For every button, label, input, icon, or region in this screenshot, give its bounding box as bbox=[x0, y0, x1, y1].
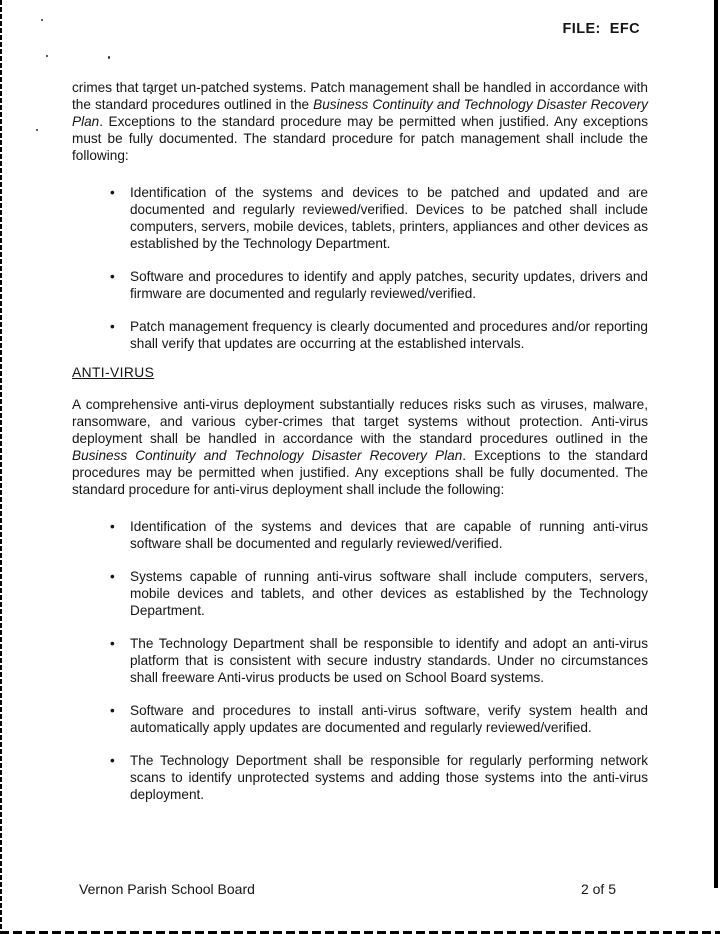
bullet-text: Software and procedures to install anti-virus software, verify system health and automatically apply updates are documented and regularly reviewed/verified. bbox=[130, 703, 648, 735]
intro-paragraph bbox=[72, 79, 648, 164]
bullet-text: Identification of the systems and devices to be patched and updated and are documented and regularly reviewed/verified. Devices to be patched shall include computers, servers, mobile devices, tablets, printers, appliances and other devices as established by the Technology Department. bbox=[130, 185, 648, 251]
bullet-item bbox=[110, 635, 648, 686]
scan-speck bbox=[108, 56, 110, 59]
patch-bullet-list bbox=[72, 184, 648, 352]
text-segment: . Exceptions to the standard procedure may be permitted when justified. Any exceptions must be fully documented. The standard procedure for patch management shall include the following: bbox=[72, 114, 648, 163]
bullet-item bbox=[110, 184, 648, 252]
bullet-item bbox=[110, 518, 648, 552]
bullet-item bbox=[110, 568, 648, 619]
scan-speck bbox=[41, 19, 43, 21]
file-label: FILE: bbox=[562, 21, 601, 37]
antivirus-heading: ANTI-VIRUS bbox=[72, 365, 155, 380]
bullet-text: Identification of the systems and devices that are capable of running anti-virus software shall be documented and regularly reviewed/verified. bbox=[130, 519, 648, 551]
bullet-text: Software and procedures to identify and apply patches, security updates, drivers and firmware are documented and regularly reviewed/verified. bbox=[130, 269, 648, 301]
bullet-text: Systems capable of running anti-virus software shall include computers, servers, mobile devices and tablets, and other devices as established by the Technology Department. bbox=[130, 569, 648, 618]
file-reference bbox=[563, 21, 640, 37]
bullet-item bbox=[110, 752, 648, 803]
bullet-item bbox=[110, 268, 648, 302]
bullet-item bbox=[110, 318, 648, 352]
bullet-text: Patch management frequency is clearly documented and procedures and/or reporting shall verify that updates are occurring at the established intervals. bbox=[130, 319, 648, 351]
italic-text-segment: Business Continuity and Technology Disaster Recovery Plan bbox=[72, 448, 463, 463]
bullet-icon: • bbox=[110, 636, 115, 651]
bullet-icon: • bbox=[110, 319, 115, 334]
footer-page-number: 2 of 5 bbox=[580, 881, 616, 897]
bullet-icon: • bbox=[110, 185, 115, 200]
italic-text-segment: Business Continuity and Technology Disaster Recovery Plan bbox=[72, 97, 648, 129]
scan-speck bbox=[36, 129, 38, 131]
bullet-icon: • bbox=[110, 269, 115, 284]
antivirus-bullet-list bbox=[72, 518, 648, 803]
bullet-icon: • bbox=[110, 569, 115, 584]
footer-organization: Vernon Parish School Board bbox=[79, 881, 255, 897]
document-content bbox=[72, 79, 648, 803]
bullet-text: The Technology Deportment shall be responsible for regularly performing network scans to identify unprotected systems and adding those systems into the anti-virus deployment. bbox=[130, 753, 648, 802]
scan-edge-left bbox=[0, 0, 2, 934]
bullet-item bbox=[110, 702, 648, 736]
scan-speck bbox=[46, 55, 48, 57]
antivirus-paragraph bbox=[72, 396, 648, 498]
file-value: EFC bbox=[609, 21, 640, 37]
bullet-icon: • bbox=[110, 703, 115, 718]
bullet-icon: • bbox=[110, 519, 115, 534]
scan-edge-right bbox=[714, 0, 718, 888]
bullet-icon: • bbox=[110, 753, 115, 768]
text-segment: crimes that target un-patched systems. Patch management shall be handled in accordance with the standard procedures outlined in the bbox=[72, 80, 648, 112]
text-segment: . Exceptions to the standard procedures may be permitted when justified. Any exceptions shall be fully documented. The standard procedure for anti-virus deployment shall include the following: bbox=[72, 448, 648, 497]
bullet-text: The Technology Department shall be responsible to identify and adopt an anti-virus platform that is consistent with secure industry standards. Under no circumstances shall freeware Anti-virus products be used on School Board systems. bbox=[130, 636, 648, 685]
text-segment: A comprehensive anti-virus deployment substantially reduces risks such as viruses, malware, ransomware, and various cyber-crimes that target systems without protection. Anti-virus deployment shall be handled in accordance with the standard procedures outlined in the bbox=[72, 397, 648, 446]
